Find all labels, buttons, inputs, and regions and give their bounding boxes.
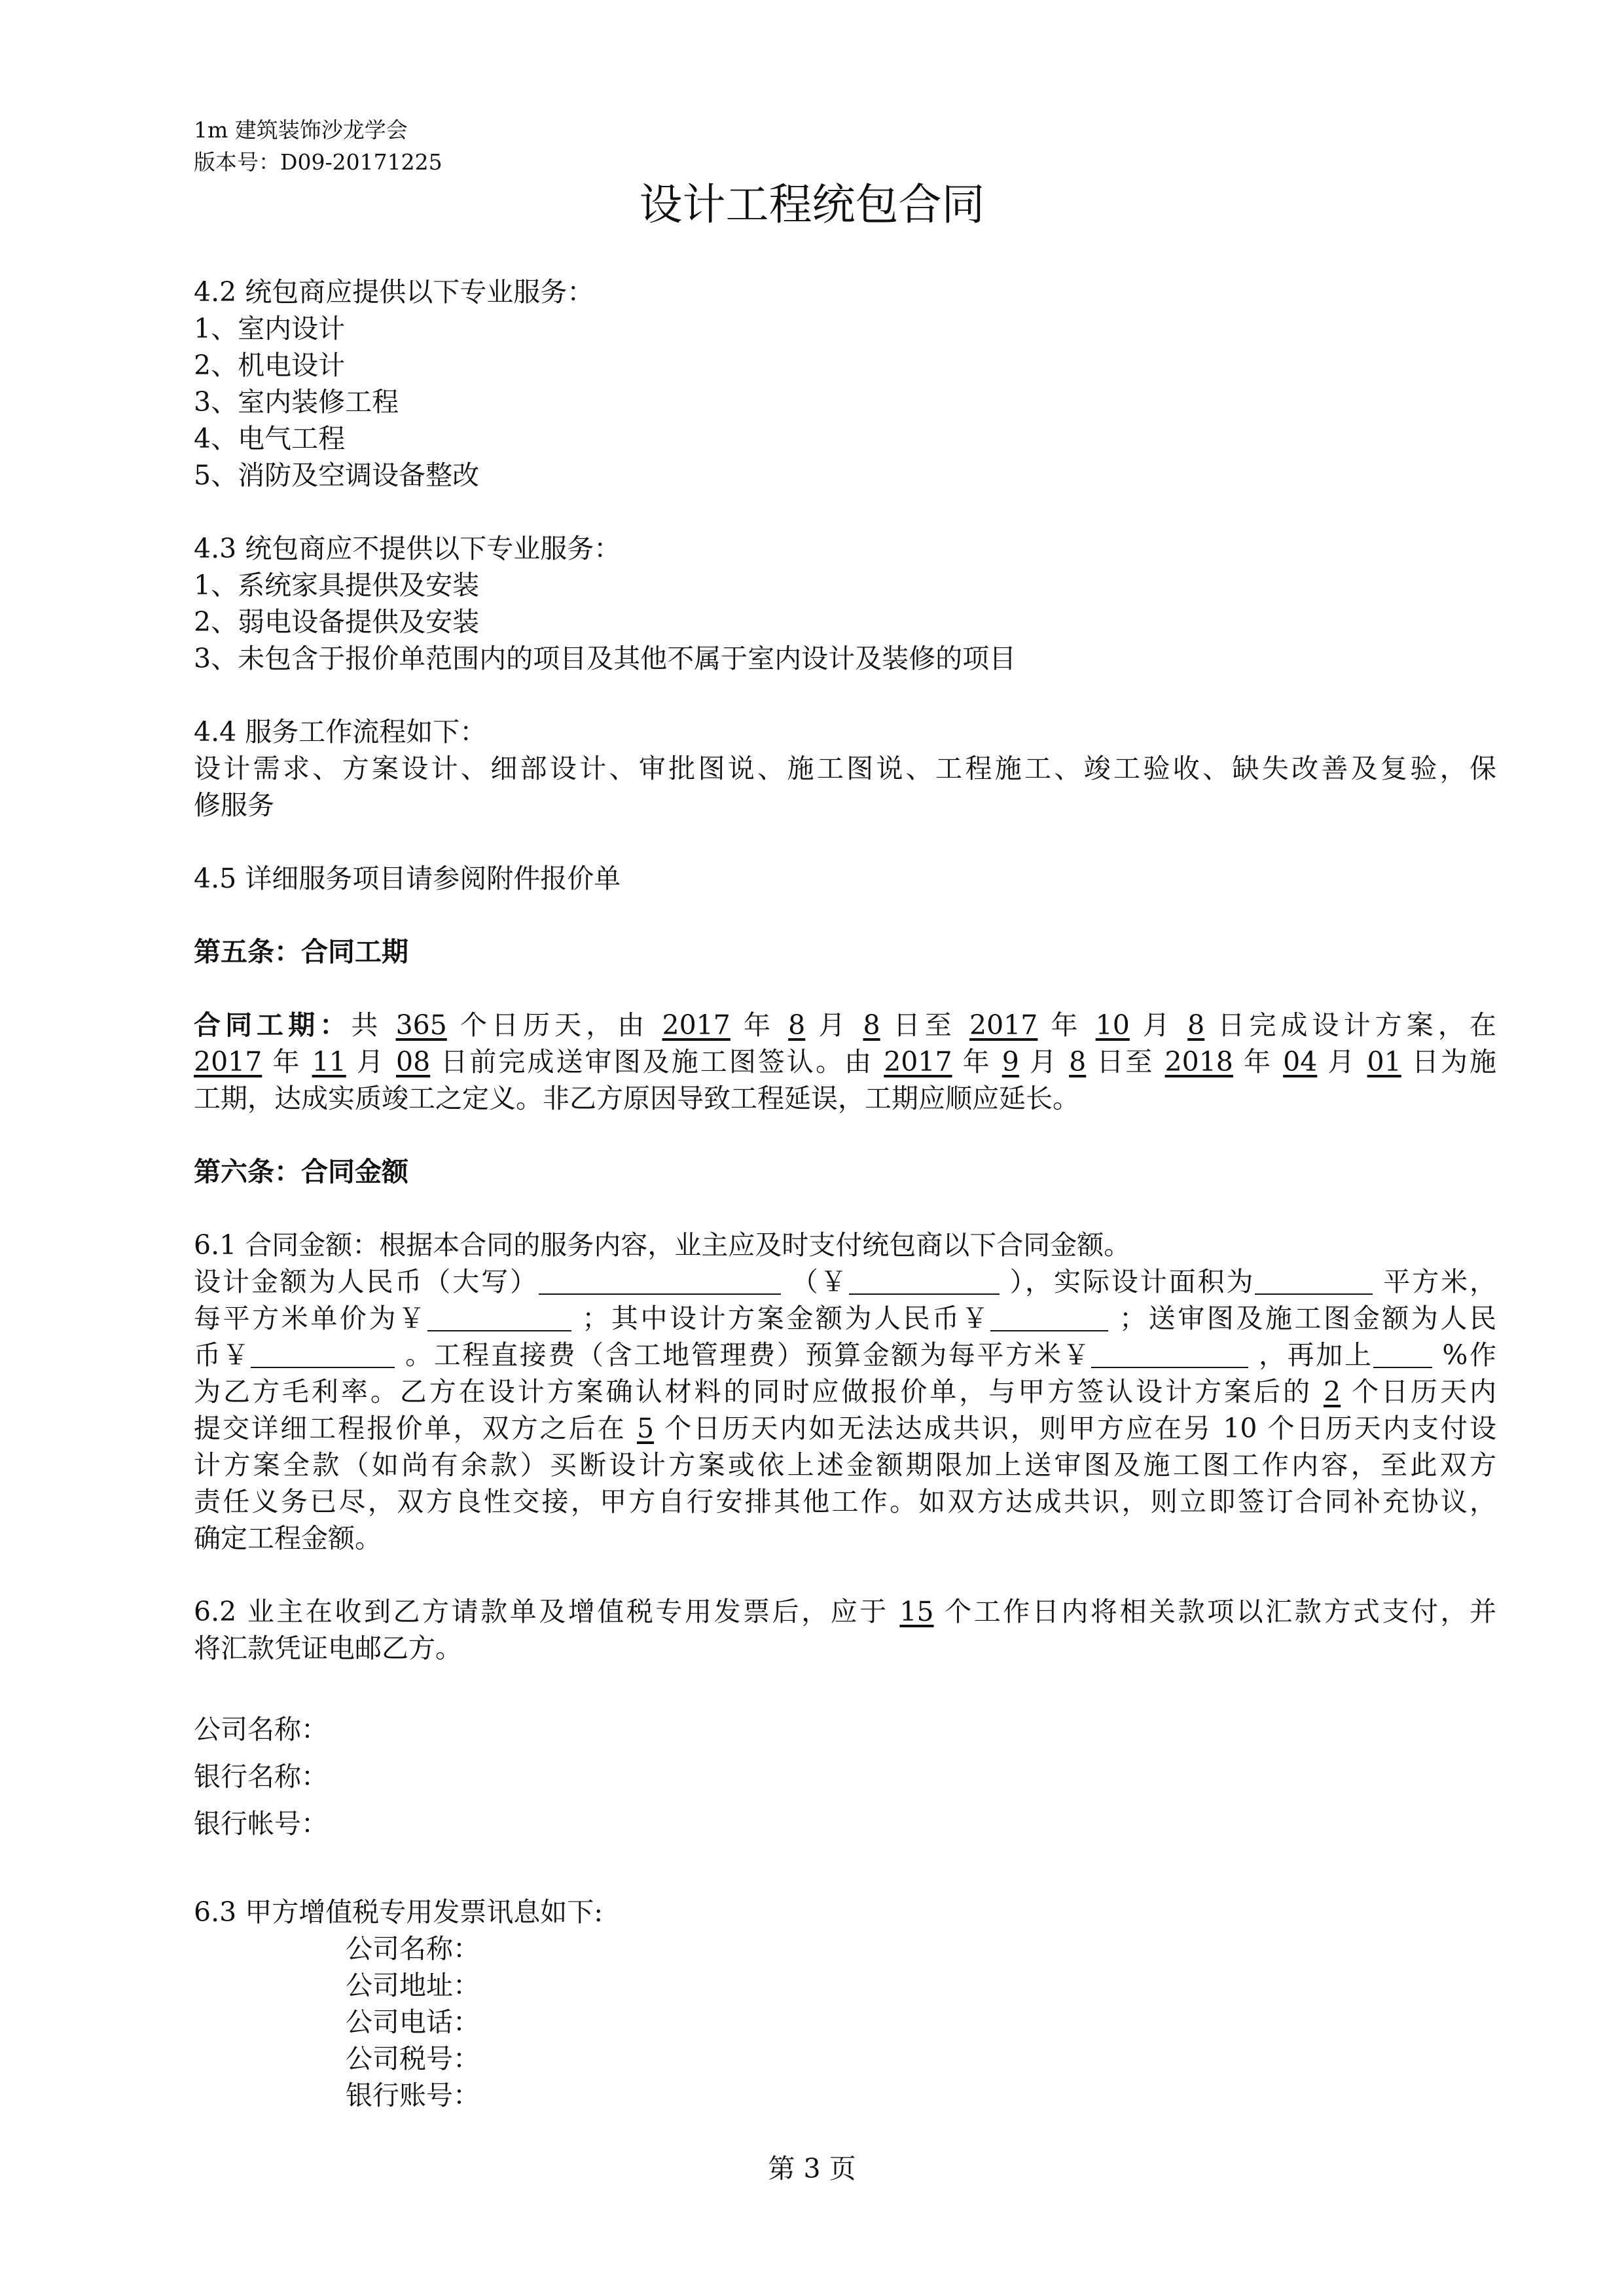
text: 月 <box>356 1046 386 1077</box>
schedule-line-1 <box>194 1007 1496 1044</box>
text: 月 <box>1029 1046 1059 1077</box>
date-value: 2017 <box>662 1009 731 1041</box>
section-4-3-heading: 4.3 统包商应不提供以下专业服务： <box>194 533 621 564</box>
text: 年 <box>1243 1046 1273 1077</box>
schedule-label: 合同工期： <box>194 1009 352 1041</box>
text: 年 <box>272 1046 302 1077</box>
list-item: 3、室内装修工程 <box>194 386 399 418</box>
date-value: 8 <box>1069 1046 1087 1077</box>
amount-line-8: 责任义务已尽，双方良性交接，甲方自行安排其他工作。如双方达成共识，则立即签订合同补充协议， <box>194 1486 1496 1517</box>
text: （￥ <box>791 1266 849 1297</box>
section-4-4-heading: 4.4 服务工作流程如下： <box>194 716 487 748</box>
area-blank <box>1255 1267 1373 1295</box>
text: 提交详细工程报价单，双方之后在 <box>194 1413 626 1444</box>
text: 个日历天内如无法达成共识，则甲方应在另 10 个日历天内支付设 <box>664 1413 1496 1444</box>
date-value: 11 <box>312 1046 346 1077</box>
invoice-company-phone: 公司电话： <box>346 2006 480 2038</box>
article-6-heading: 第六条：合同金额 <box>194 1156 408 1187</box>
list-item: 5、消防及空调设备整改 <box>194 460 480 491</box>
invoice-company-name: 公司名称： <box>346 1933 480 1964</box>
article-5-heading: 第五条：合同工期 <box>194 936 408 967</box>
invoice-tax-id: 公司税号： <box>346 2043 480 2074</box>
date-value: 8 <box>863 1009 880 1041</box>
header-org: 1m 建筑装饰沙龙学会 <box>194 117 408 143</box>
text: ，再加上 <box>1258 1339 1373 1371</box>
margin-blank <box>1373 1341 1432 1368</box>
text: ），实际设计面积为 <box>1009 1266 1255 1297</box>
workflow-line: 设计需求、方案设计、细部设计、审批图说、施工图说、工程施工、竣工验收、缺失改善及复验，保 <box>194 753 1496 784</box>
amount-para-1: 6.1 合同金额：根据本合同的服务内容，业主应及时支付统包商以下合同金额。 <box>194 1229 1131 1261</box>
workflow-line: 修服务 <box>194 789 274 821</box>
list-item: 2、机电设计 <box>194 350 346 381</box>
text: 个日历天，由 <box>460 1009 649 1041</box>
amount-in-words-blank <box>539 1267 781 1295</box>
text: 共 <box>351 1009 383 1041</box>
text: 个工作日内将相关款项以汇款方式支付，并 <box>945 1596 1497 1627</box>
section-4-2-heading: 4.2 统包商应提供以下专业服务： <box>194 276 594 308</box>
design-amount-blank <box>990 1304 1108 1331</box>
amount-line-7: 计方案全款（如尚有余款）买断设计方案或依上述金额期限加上送审图及施工图工作内容，至此双方 <box>194 1449 1496 1481</box>
date-value: 8 <box>1187 1009 1205 1041</box>
total-days: 365 <box>395 1009 447 1041</box>
amount-blank <box>849 1267 1000 1295</box>
amount-line-4 <box>194 1337 1496 1374</box>
text: %作 <box>1442 1339 1497 1371</box>
date-value: 2017 <box>194 1046 262 1077</box>
payment-line-1 <box>194 1593 1496 1631</box>
schedule-line-2 <box>194 1043 1496 1081</box>
text: 年 <box>962 1046 992 1077</box>
company-name-label: 公司名称： <box>194 1714 328 1745</box>
text: 设计金额为人民币（大写） <box>194 1266 539 1297</box>
text: 。工程直接费（含工地管理费）预算金额为每平方米￥ <box>405 1339 1092 1371</box>
amount-line-5 <box>194 1373 1496 1411</box>
text: 月 <box>1327 1046 1357 1077</box>
schedule-line-3: 工期，达成实质竣工之定义。非乙方原因导致工程延误，工期应顺应延长。 <box>194 1083 1079 1114</box>
amount-line-2 <box>194 1263 1496 1301</box>
invoice-heading: 6.3 甲方增值税专用发票讯息如下: <box>194 1896 604 1928</box>
date-value: 08 <box>396 1046 431 1077</box>
date-value: 01 <box>1367 1046 1401 1077</box>
text: 日至 <box>893 1009 956 1041</box>
text: 日完成设计方案，在 <box>1218 1009 1496 1041</box>
invoice-company-address: 公司地址： <box>346 1970 480 2001</box>
bank-name-label: 银行名称： <box>194 1761 328 1792</box>
text: 币￥ <box>194 1339 251 1371</box>
list-item: 2、弱电设备提供及安装 <box>194 606 480 638</box>
page-title: 设计工程统包合同 <box>639 179 985 230</box>
section-4-5: 4.5 详细服务项目请参阅附件报价单 <box>194 863 621 894</box>
drawing-amount-blank <box>251 1341 395 1368</box>
text: 日至 <box>1096 1046 1155 1077</box>
amount-line-3 <box>194 1300 1496 1337</box>
date-value: 9 <box>1001 1046 1019 1077</box>
list-item: 4、电气工程 <box>194 423 346 454</box>
days-value: 2 <box>1324 1376 1341 1407</box>
text: 平方米， <box>1383 1266 1497 1297</box>
text: 月 <box>1142 1009 1174 1041</box>
date-value: 10 <box>1095 1009 1130 1041</box>
text: 月 <box>818 1009 850 1041</box>
text: ；其中设计方案金额为人民币￥ <box>582 1303 991 1334</box>
date-value: 2017 <box>884 1046 952 1077</box>
invoice-bank-account: 银行账号： <box>346 2080 480 2111</box>
text: 每平方米单价为￥ <box>194 1303 427 1334</box>
working-days-value: 15 <box>899 1596 934 1627</box>
direct-cost-blank <box>1091 1341 1248 1368</box>
list-item: 1、室内设计 <box>194 313 346 344</box>
amount-line-6 <box>194 1410 1496 1447</box>
bank-account-label: 银行帐号： <box>194 1808 328 1839</box>
date-value: 2017 <box>969 1009 1038 1041</box>
date-value: 2018 <box>1164 1046 1233 1077</box>
text: 日前完成送审图及施工图签认。由 <box>441 1046 874 1077</box>
unit-price-blank <box>427 1304 571 1331</box>
text: 为乙方毛利率。乙方在设计方案确认材料的同时应做报价单，与甲方签认设计方案后的 <box>194 1376 1312 1407</box>
date-value: 04 <box>1283 1046 1318 1077</box>
list-item: 3、未包含于报价单范围内的项目及其他不属于室内设计及装修的项目 <box>194 643 1017 674</box>
text: ；送审图及施工图金额为人民 <box>1119 1303 1497 1334</box>
text: 年 <box>1051 1009 1083 1041</box>
text: 6.2 业主在收到乙方请款单及增值税专用发票后，应于 <box>194 1596 889 1627</box>
page-number: 第 3 页 <box>768 2153 856 2184</box>
payment-line-2: 将汇款凭证电邮乙方。 <box>194 1633 462 1664</box>
text: 个日历天内 <box>1352 1376 1497 1407</box>
list-item: 1、系统家具提供及安装 <box>194 569 480 601</box>
text: 日为施 <box>1411 1046 1496 1077</box>
text: 年 <box>743 1009 776 1041</box>
date-value: 8 <box>788 1009 806 1041</box>
amount-line-9: 确定工程金额。 <box>194 1523 382 1554</box>
days-value: 5 <box>636 1413 655 1444</box>
header-version: 版本号：D09-20171225 <box>194 149 442 175</box>
